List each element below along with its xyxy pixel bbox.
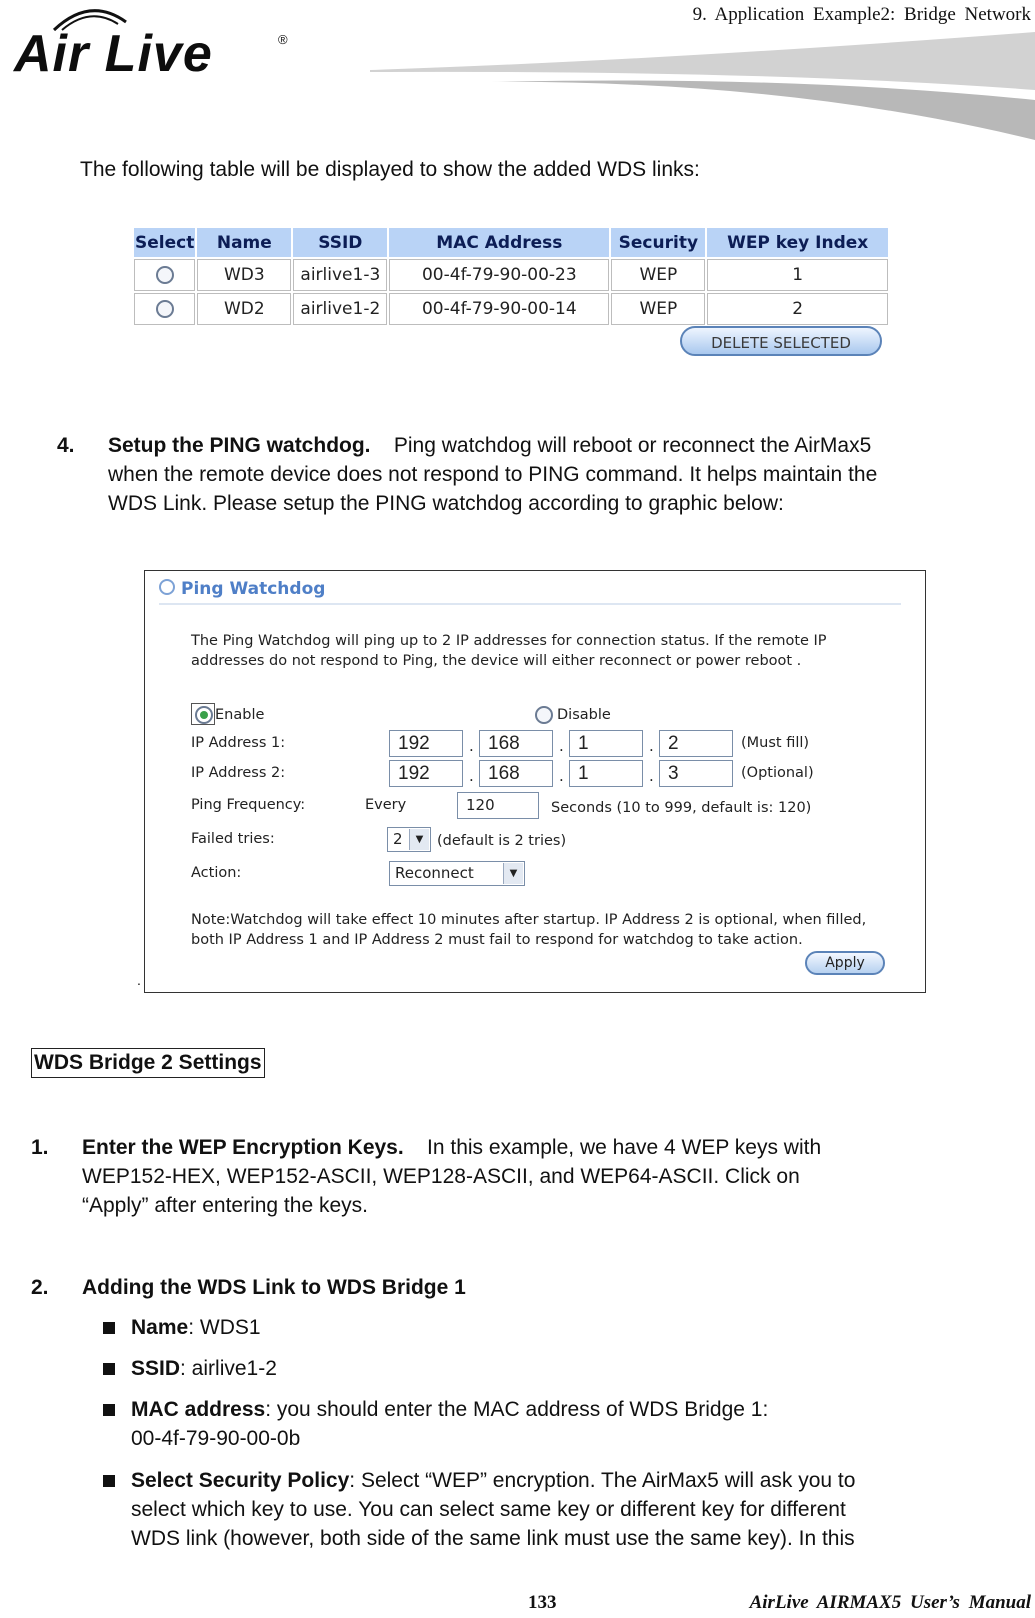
step1-number: 1. <box>31 1136 49 1159</box>
ping-title-text: Ping Watchdog <box>181 579 326 599</box>
table-row <box>134 293 888 325</box>
bullet-square-icon <box>103 1404 115 1416</box>
bullet-security-line2: select which key to use. You can select same key or different key for different <box>131 1498 846 1521</box>
select-cell <box>134 293 195 325</box>
col-select: Select <box>134 228 195 257</box>
enable-label: Enable <box>215 707 265 723</box>
bullet-name-value: : WDS1 <box>188 1316 261 1339</box>
bullet-security-key: Select Security Policy <box>131 1469 350 1492</box>
airlive-logo <box>10 2 310 82</box>
failed-tries-value: 2 <box>393 830 403 848</box>
col-wep-index: WEP key Index <box>707 228 888 257</box>
ip2-octet3-input[interactable]: 1 <box>569 760 643 787</box>
col-mac: MAC Address <box>389 228 609 257</box>
select-radio[interactable] <box>156 300 174 318</box>
bullet-square-icon <box>103 1322 115 1334</box>
col-security: Security <box>611 228 705 257</box>
select-cell <box>134 259 195 291</box>
chevron-down-icon: ▼ <box>409 829 429 850</box>
wds-link-table <box>132 226 890 327</box>
action-value: Reconnect <box>395 864 474 882</box>
ip2-note: (Optional) <box>741 765 814 781</box>
failed-tries-select[interactable] <box>387 827 431 852</box>
ssid-cell: airlive1-3 <box>293 259 387 291</box>
bullet-mac-address: 00-4f-79-90-00-0b <box>131 1427 301 1450</box>
step2-number: 2. <box>31 1276 49 1299</box>
name-cell: WD3 <box>197 259 291 291</box>
table-row <box>134 259 888 291</box>
section-heading: WDS Bridge 2 Settings <box>31 1048 265 1078</box>
step4-number: 4. <box>57 434 75 457</box>
step1-title: Enter the WEP Encryption Keys. <box>82 1136 404 1159</box>
action-label: Action: <box>191 865 242 881</box>
bullet-mac-key: MAC address <box>131 1398 266 1421</box>
bullet-mac <box>131 1395 768 1424</box>
dot-separator: . <box>469 737 474 755</box>
select-radio[interactable] <box>156 266 174 284</box>
title-divider <box>159 603 901 605</box>
ip1-octet3-input[interactable]: 1 <box>569 730 643 757</box>
dot-separator: . <box>559 737 564 755</box>
failed-tries-label: Failed tries: <box>191 831 275 847</box>
step4-text2: when the remote device does not respond to PING command. It helps maintain the <box>108 463 878 486</box>
col-name: Name <box>197 228 291 257</box>
ip2-octet4-input[interactable]: 3 <box>659 760 733 787</box>
security-cell: WEP <box>611 259 705 291</box>
dot-separator: . <box>559 767 564 785</box>
freq-note: Seconds (10 to 999, default is: 120) <box>551 800 812 816</box>
bullet-security-value: : Select “WEP” encryption. The AirMax5 will ask you to <box>349 1469 856 1492</box>
ip2-octet1-input[interactable]: 192 <box>389 760 463 787</box>
bullet-square-icon <box>103 1475 115 1487</box>
ping-title <box>159 579 325 599</box>
target-icon <box>159 579 175 595</box>
failed-tries-note: (default is 2 tries) <box>437 833 567 849</box>
bullet-ssid <box>131 1354 277 1383</box>
bullet-name <box>131 1313 261 1342</box>
enable-radio[interactable] <box>195 706 213 724</box>
delete-selected-button[interactable]: DELETE SELECTED <box>680 326 882 356</box>
bullet-security <box>131 1466 855 1495</box>
wep-index-cell: 2 <box>707 293 888 325</box>
col-ssid: SSID <box>293 228 387 257</box>
ip1-note: (Must fill) <box>741 735 810 751</box>
mac-cell: 00-4f-79-90-00-14 <box>389 293 609 325</box>
dot-separator: . <box>469 767 474 785</box>
step1-line1 <box>82 1133 821 1162</box>
intro-text: The following table will be displayed to show the added WDS links: <box>80 158 700 181</box>
bullet-name-key: Name <box>131 1316 189 1339</box>
ip1-octet1-input[interactable]: 192 <box>389 730 463 757</box>
bullet-security-line3: WDS link (however, both side of the same link must use the same key). In this <box>131 1527 855 1550</box>
ip2-octet2-input[interactable]: 168 <box>479 760 553 787</box>
every-label: Every <box>365 797 407 813</box>
dot-separator: . <box>649 737 654 755</box>
step4-title: Setup the PING watchdog. <box>108 434 371 457</box>
ping-description: The Ping Watchdog will ping up to 2 IP addresses for connection status. If the remote IP addresses do not respond to Ping, the device will either reconnect or power reboot . <box>191 633 827 669</box>
bullet-square-icon <box>103 1363 115 1375</box>
ip1-label: IP Address 1: <box>191 735 286 751</box>
disable-radio[interactable] <box>535 706 553 724</box>
freq-label: Ping Frequency: <box>191 797 306 813</box>
step1-text3: “Apply” after entering the keys. <box>82 1194 368 1217</box>
dot-separator: . <box>649 767 654 785</box>
step4-text1: Ping watchdog will reboot or reconnect the AirMax5 <box>393 434 872 457</box>
step1-text2: WEP152-HEX, WEP152-ASCII, WEP128-ASCII, and WEP64-ASCII. Click on <box>82 1165 800 1188</box>
step2-title: Adding the WDS Link to WDS Bridge 1 <box>82 1276 466 1299</box>
chapter-header: 9. Application Example2: Bridge Network <box>692 4 1031 25</box>
bullet-mac-value: : you should enter the MAC address of WDS Bridge 1: <box>265 1398 769 1421</box>
ip1-octet4-input[interactable]: 2 <box>659 730 733 757</box>
action-select[interactable] <box>389 861 525 886</box>
chevron-down-icon: ▼ <box>503 863 523 884</box>
freq-input[interactable]: 120 <box>457 792 539 819</box>
ssid-cell: airlive1-2 <box>293 293 387 325</box>
apply-button[interactable]: Apply <box>805 951 885 975</box>
bullet-ssid-key: SSID <box>131 1357 181 1380</box>
header-swoosh-graphic <box>370 30 1035 150</box>
step4-text3: WDS Link. Please setup the PING watchdog according to graphic below: <box>108 492 784 515</box>
watchdog-note: Note:Watchdog will take effect 10 minutes after startup. IP Address 2 is optional, when filled, both IP Address 1 and IP Address 2 must fail to respond for watchdog to take action. <box>191 912 867 948</box>
step4-line1 <box>108 431 871 460</box>
step1-text1: In this example, we have 4 WEP keys with <box>427 1136 822 1159</box>
disable-label: Disable <box>557 707 611 723</box>
name-cell: WD2 <box>197 293 291 325</box>
page-number: 133 <box>528 1592 557 1613</box>
logo-registered-mark: ® <box>278 32 288 47</box>
mac-cell: 00-4f-79-90-00-23 <box>389 259 609 291</box>
manual-title: AirLive AIRMAX5 User’s Manual <box>749 1592 1031 1613</box>
ip1-octet2-input[interactable]: 168 <box>479 730 553 757</box>
wep-index-cell: 1 <box>707 259 888 291</box>
bullet-ssid-value: : airlive1-2 <box>180 1357 277 1380</box>
stray-period: . <box>137 972 141 988</box>
ping-watchdog-panel <box>144 570 926 993</box>
security-cell: WEP <box>611 293 705 325</box>
ip2-label: IP Address 2: <box>191 765 286 781</box>
logo-text: Air Live <box>14 25 213 83</box>
